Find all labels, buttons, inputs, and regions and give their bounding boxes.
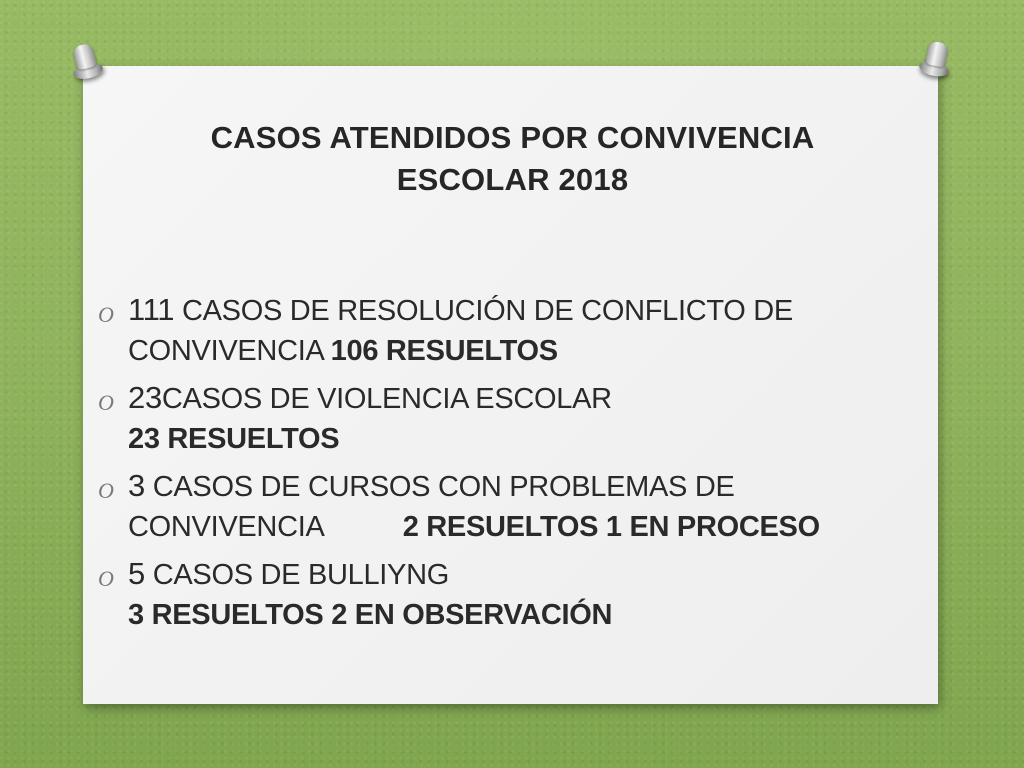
bullet-icon: O	[98, 478, 114, 503]
case-count: 5	[128, 556, 145, 591]
case-description: CASOS DE CURSOS CON PROBLEMAS DE	[144, 471, 735, 503]
case-result: 3 RESUELTOS 2 EN OBSERVACIÓN	[128, 599, 613, 631]
case-description: CASOS DE RESOLUCIÓN DE CONFLICTO DE	[174, 295, 793, 327]
case-count: 23	[128, 380, 162, 415]
case-result: 106 RESUELTOS	[330, 335, 558, 367]
bullet-icon: O	[98, 566, 114, 591]
list-item	[90, 466, 890, 547]
slide-title-line-2: ESCOLAR 2018	[396, 162, 629, 197]
list-item	[90, 290, 890, 371]
case-description: CASOS DE BULLIYNG	[144, 559, 449, 591]
bullet-icon: O	[98, 390, 114, 415]
case-count: 3	[128, 468, 145, 503]
list-item	[90, 554, 890, 635]
list-item	[90, 378, 890, 459]
case-list	[90, 290, 890, 642]
pushpin-icon	[914, 39, 958, 90]
case-result: 2 RESUELTOS 1 EN PROCESO	[402, 511, 820, 543]
pushpin-icon	[65, 40, 111, 91]
case-result: 23 RESUELTOS	[128, 423, 340, 455]
case-count: 111	[128, 292, 175, 327]
case-description-continued: CONVIVENCIA	[128, 335, 331, 367]
bullet-icon: O	[98, 302, 114, 327]
case-description-continued: CONVIVENCIA	[128, 511, 323, 543]
slide-title	[100, 117, 925, 201]
slide-title-line-1: CASOS ATENDIDOS POR CONVIVENCIA	[210, 120, 815, 155]
case-description: CASOS DE VIOLENCIA ESCOLAR	[161, 383, 612, 415]
